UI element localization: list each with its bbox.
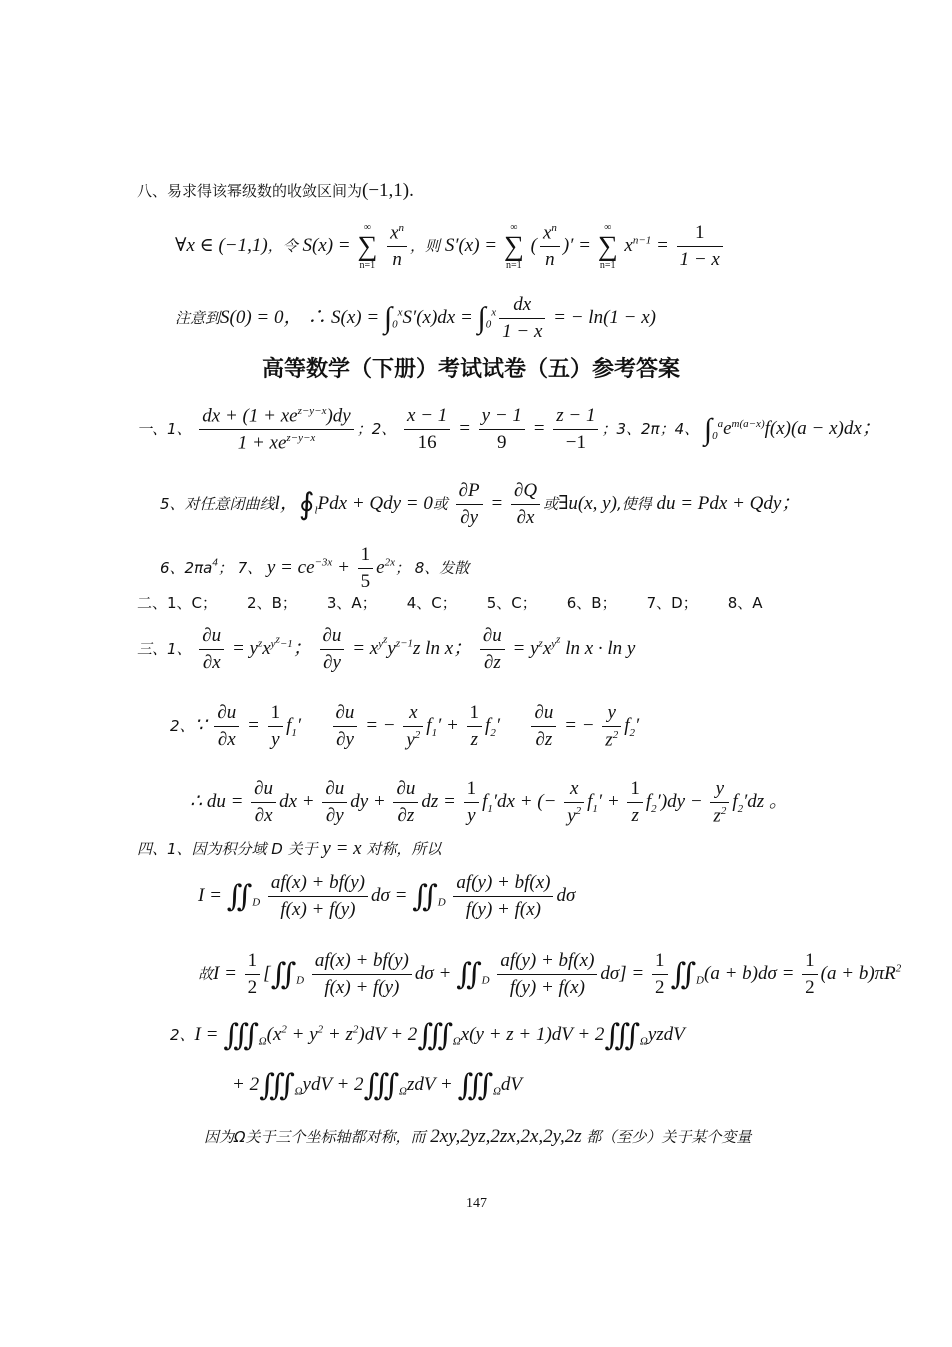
formula-I-symmetry: $I = ∬_D$ $\frac{af(x) + bf(y)}{f(x) + f(y)}$ $d\sigma = ∬_D$ $\frac{af(y) + bf(x)}{f(y) + f(x)}$ dσ [198,872,576,920]
section-1-row1: 一、1、 $\frac{dx + (1 + xe^{z-y-x})dy}{1 + xe^{z-y-x}}$ ；2、 $\frac{x - 1}{16}$ = $\frac{y - 1}{9}$ = $\frac{z - 1}{-1}$ ；3、2π；4、 $\int_0^ae^{m(a-x)}f(x)(a - x)dx$； [137,405,881,454]
section-3-row2: 2、∵ $\frac{\partial u}{\partial x}$ = $\frac{1}{y}$ $f_1'$ $\frac{\partial u}{\partial y}$ = − $\frac{x}{y^2}$ $f_1'$ + $\frac{1}{z}$ $f_2'$ $\frac{\partial u}{\partial z}$ = − $\frac{y}{z^2}$ $f_2'$ [170,702,640,751]
formula-triple-integral-1: 2、$I = ∭_\Omega(x^2 + y^2 + z^2)dV$ + $2∭_\Omega x(y + z + 1)dV$ + $2∭_\Omega yzdV$ [170,1019,685,1052]
section-4-intro: 四、1、因为积分域 D 关于 y = x 对称，所以 [137,838,442,859]
section-1-row2: 5、对任意闭曲线l，$∮_lPdx$ + Qdy = 0或 $\frac{\partial P}{\partial y}$ = $\frac{\partial Q}{\partial x}$ 或∃u(x, y),使得 du = Pdx + Qdy； [160,480,801,528]
page-title: 高等数学（下册）考试试卷（五）参考答案 [262,357,681,382]
section-2-answers: 二、1、C； 2、B； 3、A； 4、C； 5、C； 6、B； 7、D； 8、A [137,594,763,612]
section-3-row1: 三、1、 $\frac{\partial u}{\partial x}$ = $y^zx^{y^z-1}$； $\frac{\partial u}{\partial y}$ = $x^{y^z}y^{z-1}z$ ln x； $\frac{\partial u}{\partial z}$ = $y^zx^{y^z}$ ln x · ln y [137,625,636,673]
section-8-intro: 八、易求得该幂级数的收敛区间为(−1,1). [137,180,414,201]
formula-power-series: ∀x ∈ (−1,1)，令 S(x) = ∞ ∑ n=1 $\frac{x^n}{n}$ ，则 S′(x) = ∞ ∑ n=1 ( $\frac{x^n}{n}$ )′ = ∞ ∑ n=1 $x^{n-1}$ = $\frac{1}{1 - x}$ [175,222,726,271]
formula-I-result: 故I = $\frac{1}{2}$ [$∬_D$ $\frac{af(x) + bf(y)}{f(x) + f(y)}$ $d\sigma + ∬_D$ $\frac{af(y) + bf(x)}{f(y) + f(x)}$ dσ] = $\frac{1}{2}$ $∬_D(a + b)d\sigma$ = $\frac{1}{2}$ $(a + b)\pi R^2$ [198,950,902,998]
page-number: 147 [466,1196,487,1211]
section-1-row3: 6、$2\pi a^4$； 7、 $y = ce^{-3x}$ + $\frac{1}{5}$ $e^{2x}$； 8、发散 [160,544,470,592]
section-4-symmetry-note: 因为Ω关于三个坐标轴都对称，而 2xy,2yz,2zx,2x,2y,2z 都（至少）关于某个变量 [204,1126,752,1147]
formula-triple-integral-2: + $2∭_\Omega ydV$ + $2∭_\Omega zdV$ + $∭_\Omega dV$ [232,1069,523,1102]
section-3-row3: ∴ du = $\frac{\partial u}{\partial x}$ dx + $\frac{\partial u}{\partial y}$ dy + $\frac{\partial u}{\partial z}$ dz = $\frac{1}{y}$ $f_1'dx$ + (− $\frac{x}{y^2}$ $f_1'$ + $\frac{1}{z}$ $f_2')dy$ − $\frac{y}{z^2}$ $f_2'dz$ 。 [190,778,788,827]
formula-s-integral: 注意到S(0) = 0， ∴ $S(x) = \int_0^xS'(x)dx = \int_0^x$ $\frac{dx}{1 - x}$ = − ln(1 − x) [175,294,656,342]
